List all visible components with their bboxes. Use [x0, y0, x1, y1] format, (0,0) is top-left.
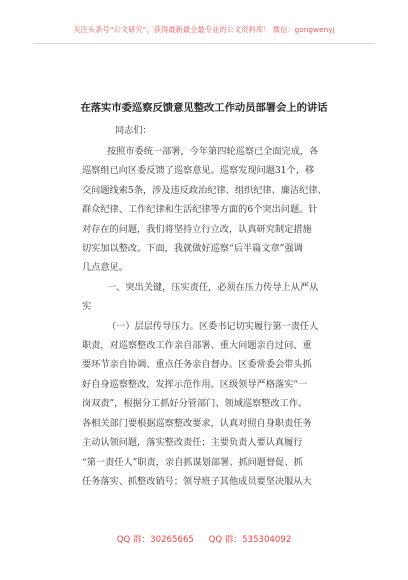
body-line: 对存在的问题，我们将坚持立行立改，认真研究制定措施: [82, 223, 312, 235]
body-line: 按照市委统一部署，今年第四轮巡察已全面完成，各: [107, 146, 319, 157]
body-line: 群众纪律、工作纪律和生活纪律等方面的6个突出问题。针: [82, 204, 318, 216]
body-line: 主动认领问题，落实整改责任；主要负责人要认真履行: [82, 437, 303, 449]
body-line: 几点意见。: [82, 262, 128, 274]
footer-contact: [0, 533, 408, 545]
header-promo-text: 关注头条号“公文研究”，获得最新最全最专业的公文资料库！ 微信：gongwenyj: [73, 25, 335, 34]
section-heading-line: 实: [82, 301, 92, 313]
body-line: 各相关部门要根据巡察整改要求，认真对照自身职责任务: [82, 417, 312, 429]
body-line: 要环节亲自协调、重点任务亲自督办。区委常委会带头抓: [82, 359, 312, 371]
body-line: 职责，对巡察整改工作亲自部署、重大问题亲自过问、重: [82, 340, 312, 352]
body-line: 岗双责”，根据分工抓好分管部门、领域巡察整改工作。: [82, 398, 308, 410]
footer-qq-group-1: QQ 群：30265665: [116, 535, 194, 545]
footer-qq-group-2: QQ 群：535304092: [208, 535, 292, 545]
body-line: 交问题线索5条，涉及违反政治纪律、组织纪律、廉洁纪律、: [82, 184, 327, 196]
salutation: 同志们：: [115, 125, 152, 136]
body-line: “第一责任人”职责，亲自抓谋划部署、抓问题督促、抓: [82, 456, 303, 468]
header-divider: [33, 43, 375, 44]
body-line: （一）层层传导压力。区委书记切实履行第一责任人: [107, 320, 319, 332]
document-title: 在落实市委巡察反馈意见整改工作动员部署会上的讲话: [80, 102, 328, 114]
section-heading-line: 一、突出关键，压实责任，必须在压力传导上从严从: [107, 281, 319, 293]
body-line: 巡察组已向区委反馈了巡察意见。巡察发现问题31个，移: [82, 165, 315, 177]
body-line: 好自身巡察整改，发挥示范作用。区级领导严格落实“一: [82, 378, 308, 390]
body-line: 任务落实、抓整改销号；领导班子其他成员要坚决服从大: [82, 475, 312, 487]
body-line: 切实加以整改。下面，我就做好巡察“后半篇文章”强调: [82, 243, 303, 255]
document-body: [82, 142, 342, 491]
